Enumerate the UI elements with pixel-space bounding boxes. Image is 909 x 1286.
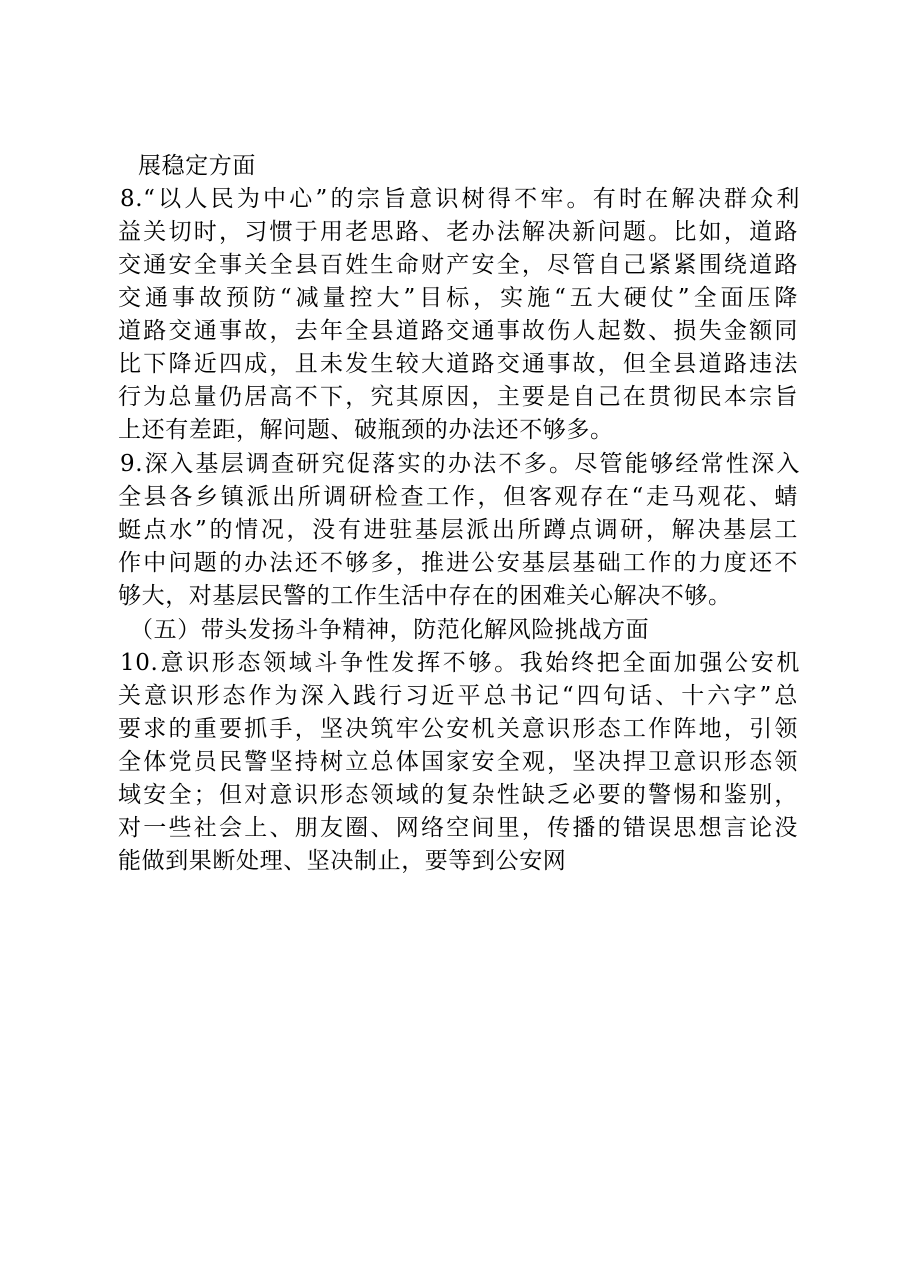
text-line-13: 作中问题的办法还不够多，推进公安基层基础工作的力度还不 — [118, 550, 798, 576]
text-line-11: 全县各乡镇派出所调研检查工作，但客观存在“走马观花、蜻 — [118, 484, 798, 510]
text-line-9: 上还有差距，解问题、破瓶颈的办法还不够多。 — [118, 417, 614, 443]
text-line-8: 行为总量仍居高不下，究其原因，主要是自己在贯彻民本宗旨 — [118, 384, 798, 410]
text-line-18: 要求的重要抓手，坚决筑牢公安机关意识形态工作阵地，引领 — [118, 716, 798, 742]
text-line-19: 全体党员民警坚持树立总体国家安全观，坚决捍卫意识形态领 — [118, 749, 798, 775]
text-line-3: 益关切时，习惯于用老思路、老办法解决新问题。比如，道路 — [118, 219, 798, 245]
text-line-2: 8.“以人民为中心”的宗旨意识树得不牢。有时在解决群众利 — [120, 186, 800, 212]
text-line-17: 关意识形态作为深入践行习近平总书记“四句话、十六字”总 — [118, 683, 798, 709]
text-line-12: 蜓点水”的情况，没有进驻基层派出所蹲点调研，解决基层工 — [118, 517, 798, 543]
text-line-4: 交通安全事关全县百姓生命财产安全，尽管自己紧紧围绕道路 — [118, 252, 798, 278]
text-line-22: 能做到果断处理、坚决制止，要等到公安网 — [118, 848, 567, 874]
text-line-20: 域安全；但对意识形态领域的复杂性缺乏必要的警惕和鉴别， — [118, 782, 798, 808]
text-line-14: 够大，对基层民警的工作生活中存在的困难关心解决不够。 — [118, 583, 732, 609]
text-line-6: 道路交通事故，去年全县道路交通事故伤人起数、损失金额同 — [118, 318, 798, 344]
section-heading: （五）带头发扬斗争精神，防范化解风险挑战方面 — [130, 617, 650, 643]
text-line-16: 10.意识形态领域斗争性发挥不够。我始终把全面加强公安机 — [120, 650, 800, 676]
text-line-1: 展稳定方面 — [138, 153, 256, 179]
text-line-5: 交通事故预防“减量控大”目标，实施“五大硬仗”全面压降 — [118, 285, 798, 311]
text-line-10: 9.深入基层调查研究促落实的办法不多。尽管能够经常性深入 — [120, 451, 800, 477]
text-line-21: 对一些社会上、朋友圈、网络空间里，传播的错误思想言论没 — [118, 815, 798, 841]
text-line-7: 比下降近四成，且未发生较大道路交通事故，但全县道路违法 — [118, 351, 798, 377]
